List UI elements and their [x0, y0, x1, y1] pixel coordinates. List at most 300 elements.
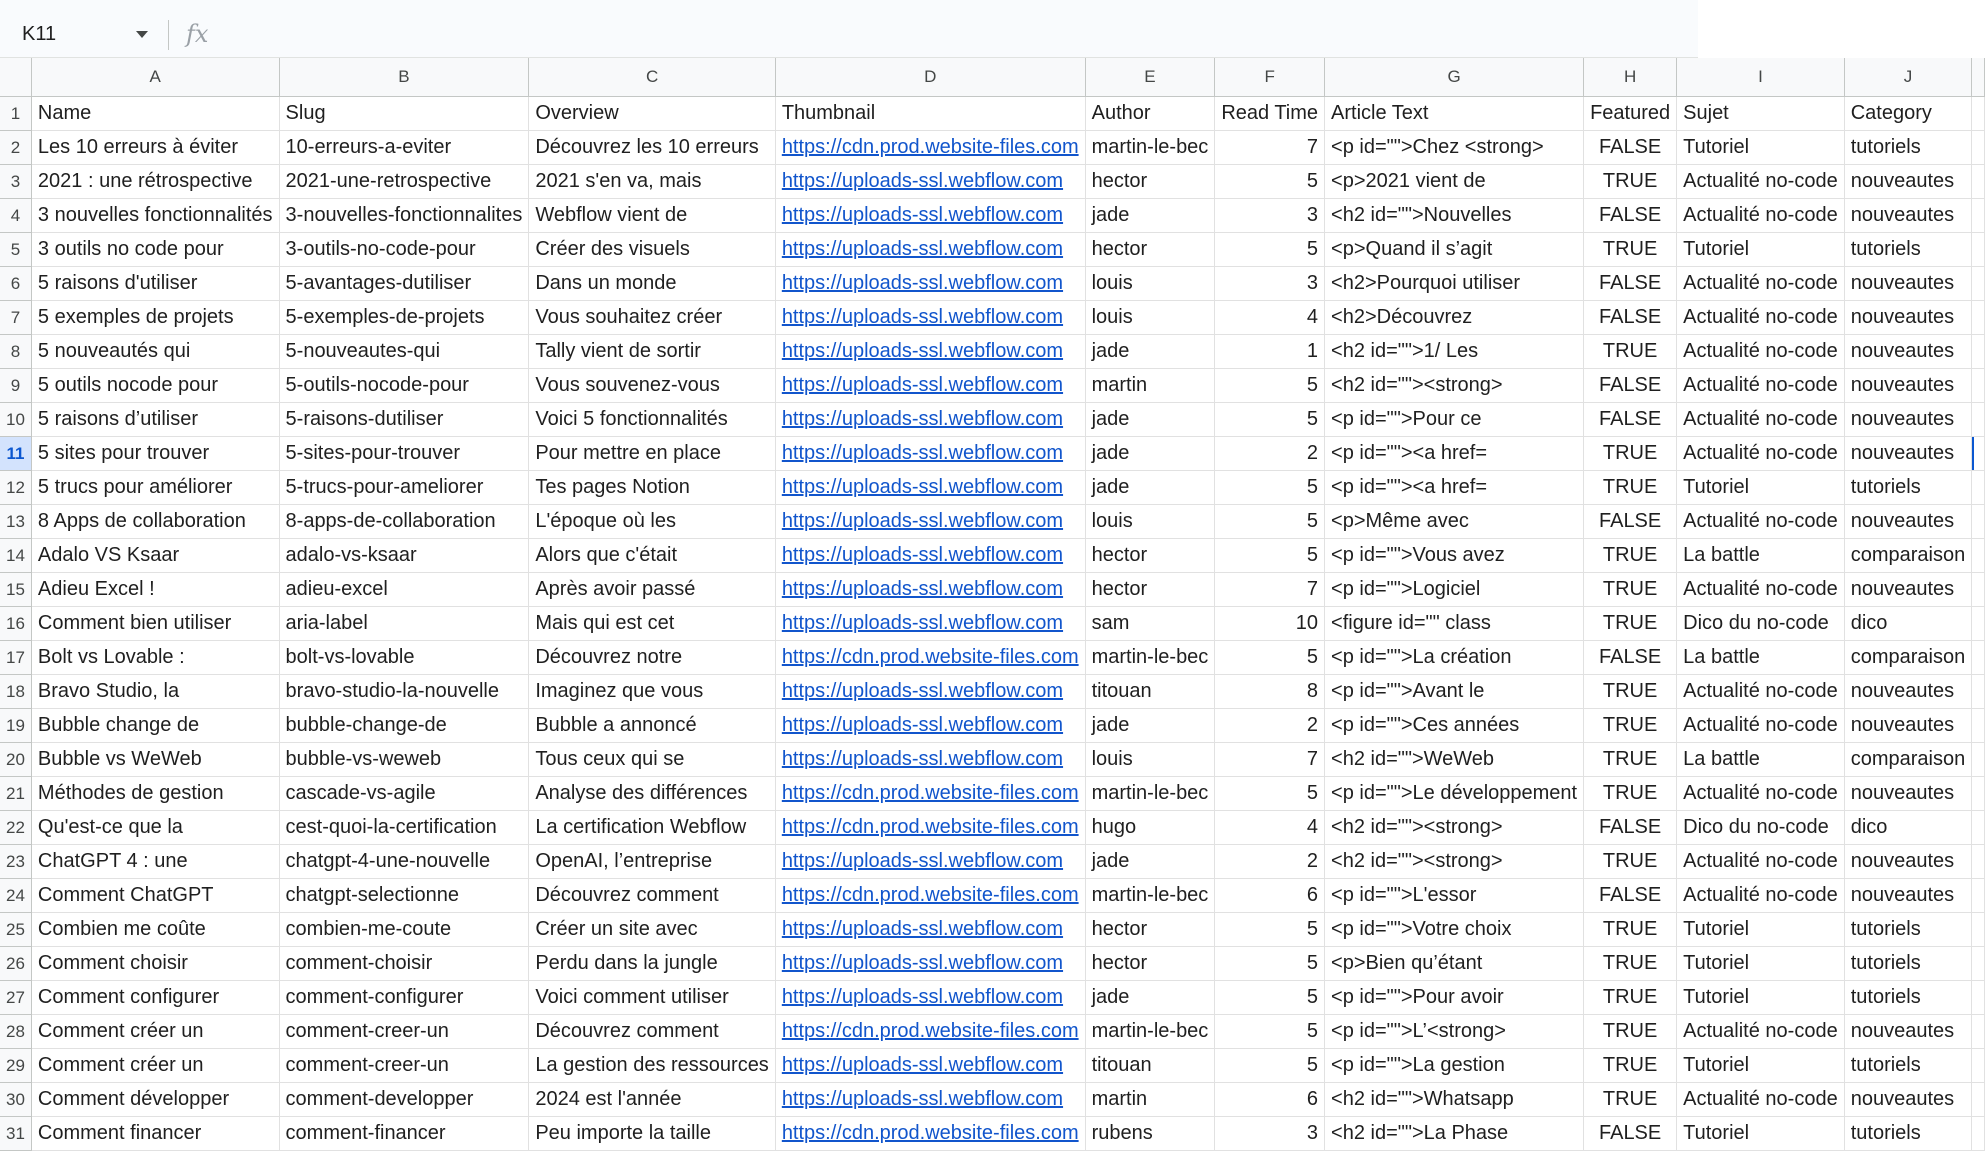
cell[interactable]	[1972, 403, 1985, 437]
row-header[interactable]: 27	[0, 981, 31, 1015]
cell[interactable]: 3-nouvelles-fonctionnalites	[279, 199, 529, 233]
cell[interactable]: Actualité no-code	[1677, 369, 1845, 403]
cell[interactable]: tutoriels	[1844, 131, 1972, 165]
cell[interactable]: <p id="">L’<strong>	[1325, 1015, 1584, 1049]
cell[interactable]: Comment bien utiliser	[31, 607, 279, 641]
cell[interactable]: louis	[1085, 743, 1215, 777]
thumbnail-link[interactable]: https://cdn.prod.website-files.com	[781, 1122, 1079, 1144]
cell[interactable]: TRUE	[1584, 1049, 1677, 1083]
column-header[interactable]: H	[1584, 58, 1677, 97]
cell[interactable]: nouveautes	[1844, 573, 1972, 607]
cell[interactable]: hector	[1085, 947, 1215, 981]
cell[interactable]: 5	[1215, 947, 1325, 981]
cell[interactable]	[1972, 131, 1985, 165]
cell[interactable]	[775, 981, 1085, 1015]
cell[interactable]	[775, 471, 1085, 505]
cell[interactable]: Tutoriel	[1677, 131, 1845, 165]
cell[interactable]: Actualité no-code	[1677, 709, 1845, 743]
row-header[interactable]: 25	[0, 913, 31, 947]
cell[interactable]: FALSE	[1584, 505, 1677, 539]
cell[interactable]: tutoriels	[1844, 471, 1972, 505]
cell[interactable]: FALSE	[1584, 811, 1677, 845]
row-header[interactable]: 15	[0, 573, 31, 607]
row-header[interactable]: 1	[0, 97, 31, 131]
cell[interactable]: TRUE	[1584, 437, 1677, 471]
cell[interactable]: 5	[1215, 165, 1325, 199]
cell[interactable]: nouveautes	[1844, 845, 1972, 879]
cell[interactable]: Tutoriel	[1677, 913, 1845, 947]
cell[interactable]: nouveautes	[1844, 267, 1972, 301]
cell[interactable]: hugo	[1085, 811, 1215, 845]
thumbnail-link[interactable]: https://uploads-ssl.webflow.com	[781, 442, 1064, 464]
cell[interactable]: combien-me-coute	[279, 913, 529, 947]
cell[interactable]: 8 Apps de collaboration	[31, 505, 279, 539]
cell[interactable]: cascade-vs-agile	[279, 777, 529, 811]
cell[interactable]: 5 raisons d’utiliser	[31, 403, 279, 437]
cell[interactable]: Actualité no-code	[1677, 777, 1845, 811]
cell[interactable]: adalo-vs-ksaar	[279, 539, 529, 573]
cell[interactable]: Comment financer	[31, 1117, 279, 1151]
cell[interactable]: Comment ChatGPT	[31, 879, 279, 913]
cell[interactable]	[1972, 1117, 1985, 1151]
cell[interactable]: TRUE	[1584, 675, 1677, 709]
cell[interactable]: tutoriels	[1844, 1049, 1972, 1083]
cell[interactable]: dico	[1844, 607, 1972, 641]
cell[interactable]: hector	[1085, 165, 1215, 199]
cell[interactable]: 6	[1215, 879, 1325, 913]
cell[interactable]: 2021 s'en va, mais	[529, 165, 775, 199]
row-header[interactable]: 12	[0, 471, 31, 505]
cell[interactable]: 5	[1215, 1049, 1325, 1083]
cell[interactable]	[775, 1015, 1085, 1049]
cell[interactable]: Actualité no-code	[1677, 845, 1845, 879]
cell[interactable]: <h2 id="">Whatsapp	[1325, 1083, 1584, 1117]
cell[interactable]: <h2>Découvrez	[1325, 301, 1584, 335]
cell[interactable]	[775, 947, 1085, 981]
cell[interactable]: Thumbnail	[775, 97, 1085, 131]
row-header[interactable]: 14	[0, 539, 31, 573]
row-header[interactable]: 26	[0, 947, 31, 981]
cell[interactable]: nouveautes	[1844, 165, 1972, 199]
cell[interactable]: Comment créer un	[31, 1015, 279, 1049]
cell[interactable]: bravo-studio-la-nouvelle	[279, 675, 529, 709]
cell[interactable]: Qu'est-ce que la	[31, 811, 279, 845]
row-header[interactable]: 2	[0, 131, 31, 165]
cell[interactable]: <h2 id="">WeWeb	[1325, 743, 1584, 777]
cell[interactable]: tutoriels	[1844, 981, 1972, 1015]
thumbnail-link[interactable]: https://uploads-ssl.webflow.com	[781, 850, 1064, 872]
cell[interactable]	[775, 1049, 1085, 1083]
cell[interactable]	[1972, 1083, 1985, 1117]
cell[interactable]: nouveautes	[1844, 777, 1972, 811]
cell[interactable]: comparaison	[1844, 743, 1972, 777]
cell[interactable]: FALSE	[1584, 879, 1677, 913]
cell[interactable]: OpenAI, l’entreprise	[529, 845, 775, 879]
cell[interactable]: Découvrez notre	[529, 641, 775, 675]
cell[interactable]: nouveautes	[1844, 675, 1972, 709]
cell[interactable]: comparaison	[1844, 539, 1972, 573]
cell[interactable]: martin-le-bec	[1085, 777, 1215, 811]
cell[interactable]: 3	[1215, 1117, 1325, 1151]
cell[interactable]: Comment choisir	[31, 947, 279, 981]
row-header[interactable]: 28	[0, 1015, 31, 1049]
cell[interactable]: nouveautes	[1844, 437, 1972, 471]
cell[interactable]	[1972, 573, 1985, 607]
cell[interactable]: FALSE	[1584, 267, 1677, 301]
cell[interactable]: rubens	[1085, 1117, 1215, 1151]
cell[interactable]: titouan	[1085, 1049, 1215, 1083]
select-all-corner[interactable]	[0, 58, 31, 97]
cell[interactable]: <h2 id=""><strong>	[1325, 369, 1584, 403]
column-header[interactable]: I	[1677, 58, 1845, 97]
cell[interactable]: Voici 5 fonctionnalités	[529, 403, 775, 437]
cell[interactable]: 5	[1215, 981, 1325, 1015]
cell[interactable]: 5 exemples de projets	[31, 301, 279, 335]
cell[interactable]: chatgpt-4-une-nouvelle	[279, 845, 529, 879]
cell[interactable]: Les 10 erreurs à éviter	[31, 131, 279, 165]
cell[interactable]	[775, 913, 1085, 947]
cell[interactable]: <p>Quand il s’agit	[1325, 233, 1584, 267]
thumbnail-link[interactable]: https://uploads-ssl.webflow.com	[781, 578, 1064, 600]
cell[interactable]: 5	[1215, 233, 1325, 267]
cell[interactable]: TRUE	[1584, 335, 1677, 369]
cell[interactable]: 5 raisons d'utiliser	[31, 267, 279, 301]
cell[interactable]: 7	[1215, 131, 1325, 165]
cell[interactable]: nouveautes	[1844, 301, 1972, 335]
cell[interactable]: <h2 id="">1/ Les	[1325, 335, 1584, 369]
row-header[interactable]: 11	[0, 437, 31, 471]
cell[interactable]: Comment configurer	[31, 981, 279, 1015]
cell[interactable]: Article Text	[1325, 97, 1584, 131]
cell[interactable]: Bolt vs Lovable :	[31, 641, 279, 675]
cell[interactable]: 5	[1215, 471, 1325, 505]
cell[interactable]: Tes pages Notion	[529, 471, 775, 505]
row-header[interactable]: 23	[0, 845, 31, 879]
cell[interactable]: martin-le-bec	[1085, 1015, 1215, 1049]
column-header[interactable]: J	[1844, 58, 1972, 97]
thumbnail-link[interactable]: https://uploads-ssl.webflow.com	[781, 476, 1064, 498]
cell[interactable]: Bubble change de	[31, 709, 279, 743]
cell[interactable]: 2021-une-retrospective	[279, 165, 529, 199]
cell[interactable]: <p id="">Avant le	[1325, 675, 1584, 709]
cell[interactable]: 5-raisons-dutiliser	[279, 403, 529, 437]
cell[interactable]: ChatGPT 4 : une	[31, 845, 279, 879]
cell[interactable]: 3	[1215, 199, 1325, 233]
cell[interactable]: 5-exemples-de-projets	[279, 301, 529, 335]
cell[interactable]: FALSE	[1584, 1117, 1677, 1151]
thumbnail-link[interactable]: https://cdn.prod.website-files.com	[781, 646, 1079, 668]
cell[interactable]: hector	[1085, 233, 1215, 267]
column-header[interactable]: A	[31, 58, 279, 97]
cell[interactable]: louis	[1085, 267, 1215, 301]
cell[interactable]: Découvrez comment	[529, 1015, 775, 1049]
cell[interactable]	[1972, 505, 1985, 539]
cell[interactable]: <p id="">Votre choix	[1325, 913, 1584, 947]
cell[interactable]: 5-sites-pour-trouver	[279, 437, 529, 471]
cell[interactable]: La certification Webflow	[529, 811, 775, 845]
row-header[interactable]: 24	[0, 879, 31, 913]
name-box[interactable]: K11	[22, 23, 57, 45]
cell[interactable]: bubble-change-de	[279, 709, 529, 743]
cell[interactable]: <p id="">Pour ce	[1325, 403, 1584, 437]
cell[interactable]: Imaginez que vous	[529, 675, 775, 709]
cell[interactable]: 5-avantages-dutiliser	[279, 267, 529, 301]
cell[interactable]: Category	[1844, 97, 1972, 131]
row-header[interactable]: 29	[0, 1049, 31, 1083]
cell[interactable]: Peu importe la taille	[529, 1117, 775, 1151]
cell[interactable]: dico	[1844, 811, 1972, 845]
cell[interactable]: <p>Bien qu’étant	[1325, 947, 1584, 981]
cell[interactable]: Adieu Excel !	[31, 573, 279, 607]
thumbnail-link[interactable]: https://uploads-ssl.webflow.com	[781, 612, 1064, 634]
cell[interactable]: nouveautes	[1844, 403, 1972, 437]
thumbnail-link[interactable]: https://uploads-ssl.webflow.com	[781, 1054, 1064, 1076]
cell[interactable]	[775, 505, 1085, 539]
cell[interactable]: Dans un monde	[529, 267, 775, 301]
cell[interactable]: TRUE	[1584, 845, 1677, 879]
cell[interactable]	[1972, 267, 1985, 301]
cell[interactable]	[1972, 165, 1985, 199]
cell[interactable]: 2	[1215, 845, 1325, 879]
cell[interactable]: 5	[1215, 539, 1325, 573]
cell[interactable]: Bubble vs WeWeb	[31, 743, 279, 777]
cell[interactable]: 8-apps-de-collaboration	[279, 505, 529, 539]
cell[interactable]: hector	[1085, 913, 1215, 947]
cell[interactable]: Tutoriel	[1677, 1117, 1845, 1151]
cell[interactable]: martin	[1085, 369, 1215, 403]
cell[interactable]: comment-creer-un	[279, 1049, 529, 1083]
thumbnail-link[interactable]: https://uploads-ssl.webflow.com	[781, 986, 1064, 1008]
cell[interactable]	[1972, 845, 1985, 879]
cell[interactable]: Actualité no-code	[1677, 675, 1845, 709]
cell[interactable]: TRUE	[1584, 981, 1677, 1015]
cell[interactable]: jade	[1085, 845, 1215, 879]
thumbnail-link[interactable]: https://uploads-ssl.webflow.com	[781, 272, 1064, 294]
cell[interactable]: Overview	[529, 97, 775, 131]
cell[interactable]: 5	[1215, 369, 1325, 403]
row-header[interactable]: 6	[0, 267, 31, 301]
thumbnail-link[interactable]: https://cdn.prod.website-files.com	[781, 782, 1079, 804]
row-header[interactable]: 21	[0, 777, 31, 811]
cell[interactable]: Actualité no-code	[1677, 573, 1845, 607]
cell[interactable]: Tutoriel	[1677, 947, 1845, 981]
cell[interactable]	[775, 777, 1085, 811]
cell[interactable]: Webflow vient de	[529, 199, 775, 233]
cell[interactable]	[775, 641, 1085, 675]
cell[interactable]	[1972, 369, 1985, 403]
cell[interactable]: 1	[1215, 335, 1325, 369]
cell[interactable]: adieu-excel	[279, 573, 529, 607]
cell[interactable]: Author	[1085, 97, 1215, 131]
cell[interactable]: nouveautes	[1844, 335, 1972, 369]
cell[interactable]: FALSE	[1584, 131, 1677, 165]
cell[interactable]	[1972, 947, 1985, 981]
cell[interactable]: <p id="">La gestion	[1325, 1049, 1584, 1083]
cell[interactable]	[775, 573, 1085, 607]
cell[interactable]	[1972, 879, 1985, 913]
cell[interactable]	[1972, 811, 1985, 845]
cell[interactable]: La battle	[1677, 539, 1845, 573]
cell[interactable]: sam	[1085, 607, 1215, 641]
cell[interactable]: jade	[1085, 335, 1215, 369]
cell[interactable]: tutoriels	[1844, 233, 1972, 267]
cell[interactable]: <h2 id="">La Phase	[1325, 1117, 1584, 1151]
row-header[interactable]: 5	[0, 233, 31, 267]
cell[interactable]	[1972, 709, 1985, 743]
cell[interactable]	[775, 539, 1085, 573]
cell[interactable]: hector	[1085, 573, 1215, 607]
cell[interactable]	[775, 1117, 1085, 1151]
cell[interactable]: <p id=""><a href=	[1325, 471, 1584, 505]
cell[interactable]: TRUE	[1584, 947, 1677, 981]
cell[interactable]: Tutoriel	[1677, 471, 1845, 505]
cell[interactable]	[775, 165, 1085, 199]
cell[interactable]: Name	[31, 97, 279, 131]
cell[interactable]: TRUE	[1584, 573, 1677, 607]
cell[interactable]	[775, 199, 1085, 233]
cell[interactable]: Slug	[279, 97, 529, 131]
cell[interactable]: FALSE	[1584, 403, 1677, 437]
row-header[interactable]: 8	[0, 335, 31, 369]
cell[interactable]: Actualité no-code	[1677, 437, 1845, 471]
cell[interactable]: 3 nouvelles fonctionnalités	[31, 199, 279, 233]
cell[interactable]: nouveautes	[1844, 369, 1972, 403]
thumbnail-link[interactable]: https://uploads-ssl.webflow.com	[781, 204, 1064, 226]
cell[interactable]: comment-developper	[279, 1083, 529, 1117]
cell[interactable]: Adalo VS Ksaar	[31, 539, 279, 573]
column-header-k[interactable]	[1972, 58, 1985, 97]
row-header[interactable]: 22	[0, 811, 31, 845]
cell[interactable]: 5-trucs-pour-ameliorer	[279, 471, 529, 505]
row-header[interactable]: 17	[0, 641, 31, 675]
cell[interactable]: 5-nouveautes-qui	[279, 335, 529, 369]
cell[interactable]: martin-le-bec	[1085, 879, 1215, 913]
cell[interactable]: <h2 id=""><strong>	[1325, 845, 1584, 879]
cell[interactable]: 2	[1215, 437, 1325, 471]
cell[interactable]: La battle	[1677, 743, 1845, 777]
cell[interactable]: Perdu dans la jungle	[529, 947, 775, 981]
cell[interactable]: Actualité no-code	[1677, 879, 1845, 913]
cell[interactable]: Tutoriel	[1677, 981, 1845, 1015]
cell[interactable]: Comment développer	[31, 1083, 279, 1117]
cell[interactable]: TRUE	[1584, 709, 1677, 743]
cell[interactable]: Actualité no-code	[1677, 199, 1845, 233]
thumbnail-link[interactable]: https://uploads-ssl.webflow.com	[781, 680, 1064, 702]
cell[interactable]	[1972, 743, 1985, 777]
cell[interactable]	[1972, 981, 1985, 1015]
cell[interactable]: louis	[1085, 301, 1215, 335]
cell[interactable]: Tally vient de sortir	[529, 335, 775, 369]
cell[interactable]: nouveautes	[1844, 879, 1972, 913]
cell[interactable]: Read Time	[1215, 97, 1325, 131]
cell[interactable]: <p id="">La création	[1325, 641, 1584, 675]
cell[interactable]	[1972, 97, 1985, 131]
thumbnail-link[interactable]: https://cdn.prod.website-files.com	[781, 1020, 1079, 1042]
cell[interactable]: comment-choisir	[279, 947, 529, 981]
cell[interactable]: FALSE	[1584, 369, 1677, 403]
cell[interactable]: 5	[1215, 403, 1325, 437]
cell[interactable]: comment-financer	[279, 1117, 529, 1151]
cell[interactable]	[775, 607, 1085, 641]
cell[interactable]: 5	[1215, 1015, 1325, 1049]
cell[interactable]: 5 trucs pour améliorer	[31, 471, 279, 505]
cell[interactable]: Tutoriel	[1677, 233, 1845, 267]
cell[interactable]: <h2>Pourquoi utiliser	[1325, 267, 1584, 301]
column-header[interactable]: G	[1325, 58, 1584, 97]
column-header[interactable]: D	[775, 58, 1085, 97]
thumbnail-link[interactable]: https://uploads-ssl.webflow.com	[781, 748, 1064, 770]
cell[interactable]: jade	[1085, 437, 1215, 471]
cell[interactable]: Analyse des différences	[529, 777, 775, 811]
cell[interactable]: Dico du no-code	[1677, 811, 1845, 845]
cell[interactable]	[775, 845, 1085, 879]
thumbnail-link[interactable]: https://uploads-ssl.webflow.com	[781, 918, 1064, 940]
cell[interactable]: TRUE	[1584, 471, 1677, 505]
cell[interactable]: TRUE	[1584, 233, 1677, 267]
cell[interactable]: Alors que c'était	[529, 539, 775, 573]
row-header[interactable]: 9	[0, 369, 31, 403]
cell[interactable]	[1972, 471, 1985, 505]
cell[interactable]: 2021 : une rétrospective	[31, 165, 279, 199]
cell[interactable]: 7	[1215, 573, 1325, 607]
cell[interactable]	[1972, 913, 1985, 947]
cell[interactable]	[775, 335, 1085, 369]
cell[interactable]: chatgpt-selectionne	[279, 879, 529, 913]
column-header[interactable]: C	[529, 58, 775, 97]
row-header[interactable]: 16	[0, 607, 31, 641]
cell[interactable]: <p id="">Ces années	[1325, 709, 1584, 743]
cell[interactable]: <p id="">Pour avoir	[1325, 981, 1584, 1015]
thumbnail-link[interactable]: https://uploads-ssl.webflow.com	[781, 408, 1064, 430]
cell[interactable]: 5 nouveautés qui	[31, 335, 279, 369]
cell[interactable]: <p>2021 vient de	[1325, 165, 1584, 199]
cell[interactable]: Créer des visuels	[529, 233, 775, 267]
cell[interactable]: Actualité no-code	[1677, 403, 1845, 437]
row-header[interactable]: 19	[0, 709, 31, 743]
cell[interactable]	[775, 437, 1085, 471]
cell[interactable]	[1972, 301, 1985, 335]
chevron-down-icon[interactable]	[136, 31, 148, 38]
cell[interactable]	[1972, 675, 1985, 709]
thumbnail-link[interactable]: https://uploads-ssl.webflow.com	[781, 1088, 1064, 1110]
thumbnail-link[interactable]: https://cdn.prod.website-files.com	[781, 136, 1079, 158]
cell[interactable]: comment-configurer	[279, 981, 529, 1015]
cell[interactable]: <p id="">L'essor	[1325, 879, 1584, 913]
cell[interactable]: Sujet	[1677, 97, 1845, 131]
cell[interactable]: Combien me coûte	[31, 913, 279, 947]
column-header[interactable]: E	[1085, 58, 1215, 97]
cell[interactable]: 8	[1215, 675, 1325, 709]
cell[interactable]	[775, 301, 1085, 335]
cell[interactable]: Méthodes de gestion	[31, 777, 279, 811]
cell[interactable]: nouveautes	[1844, 1015, 1972, 1049]
cell[interactable]: Découvrez comment	[529, 879, 775, 913]
thumbnail-link[interactable]: https://cdn.prod.website-files.com	[781, 816, 1079, 838]
cell[interactable]: Tutoriel	[1677, 1049, 1845, 1083]
cell[interactable]	[775, 403, 1085, 437]
cell[interactable]: <p id="">Vous avez	[1325, 539, 1584, 573]
thumbnail-link[interactable]: https://uploads-ssl.webflow.com	[781, 374, 1064, 396]
cell[interactable]	[1972, 641, 1985, 675]
cell[interactable]: FALSE	[1584, 641, 1677, 675]
thumbnail-link[interactable]: https://uploads-ssl.webflow.com	[781, 306, 1064, 328]
cell[interactable]: Actualité no-code	[1677, 301, 1845, 335]
cell[interactable]	[775, 709, 1085, 743]
cell[interactable]	[775, 811, 1085, 845]
cell[interactable]: La gestion des ressources	[529, 1049, 775, 1083]
cell[interactable]	[1972, 1015, 1985, 1049]
cell[interactable]: TRUE	[1584, 913, 1677, 947]
